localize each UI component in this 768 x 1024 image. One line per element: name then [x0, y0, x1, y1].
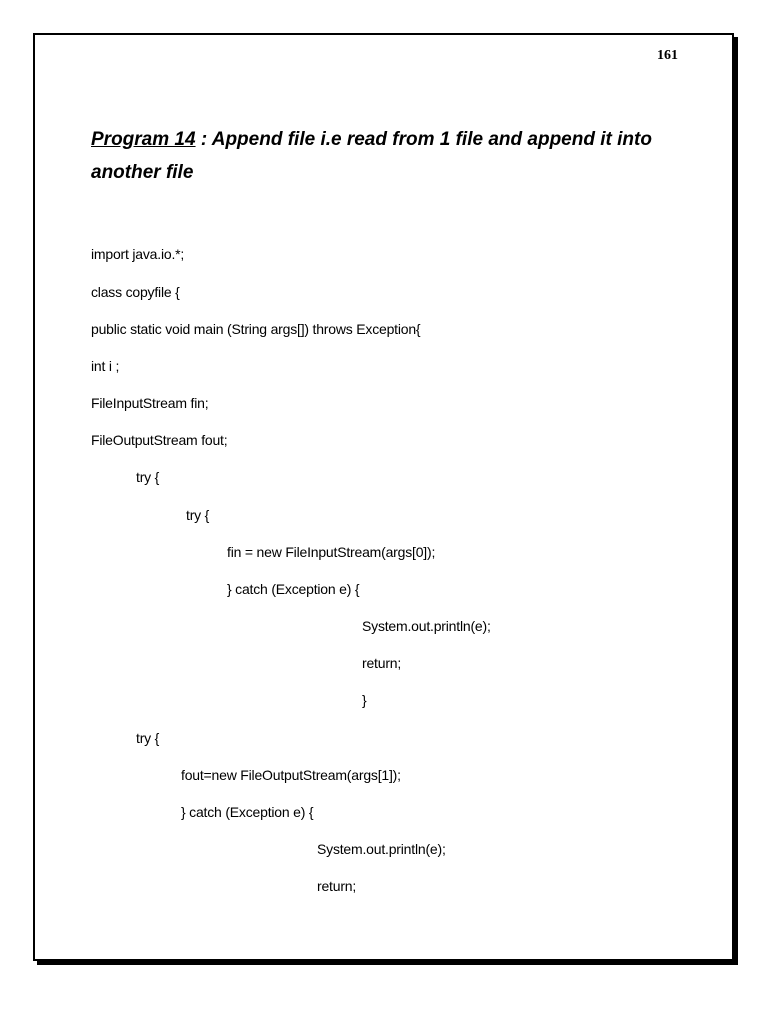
code-line: FileOutputStream fout;	[91, 432, 228, 448]
code-line: fout=new FileOutputStream(args[1]);	[181, 767, 401, 783]
code-line: import java.io.*;	[91, 246, 185, 262]
code-listing	[35, 35, 732, 959]
code-line: } catch (Exception e) {	[227, 581, 360, 597]
code-line: fin = new FileInputStream(args[0]);	[227, 544, 436, 560]
code-line: int i ;	[91, 358, 120, 374]
code-line: System.out.println(e);	[362, 618, 491, 634]
code-line: class copyfile {	[91, 284, 180, 300]
code-line: FileInputStream fin;	[91, 395, 209, 411]
code-line: public static void main (String args[]) throws Exception{	[91, 321, 421, 337]
document-page	[33, 33, 734, 961]
code-line: }	[362, 692, 367, 708]
code-line: return;	[362, 655, 402, 671]
program-title: : Append file i.e read from 1 file and append it into another file	[91, 129, 652, 183]
code-line: System.out.println(e);	[317, 841, 446, 857]
code-line: return;	[317, 878, 357, 894]
program-label: Program 14	[91, 129, 196, 150]
code-line: try {	[186, 507, 210, 523]
page-number: 161	[657, 48, 678, 63]
code-line: } catch (Exception e) {	[181, 804, 314, 820]
code-line: try {	[136, 469, 160, 485]
code-line: try {	[136, 730, 160, 746]
